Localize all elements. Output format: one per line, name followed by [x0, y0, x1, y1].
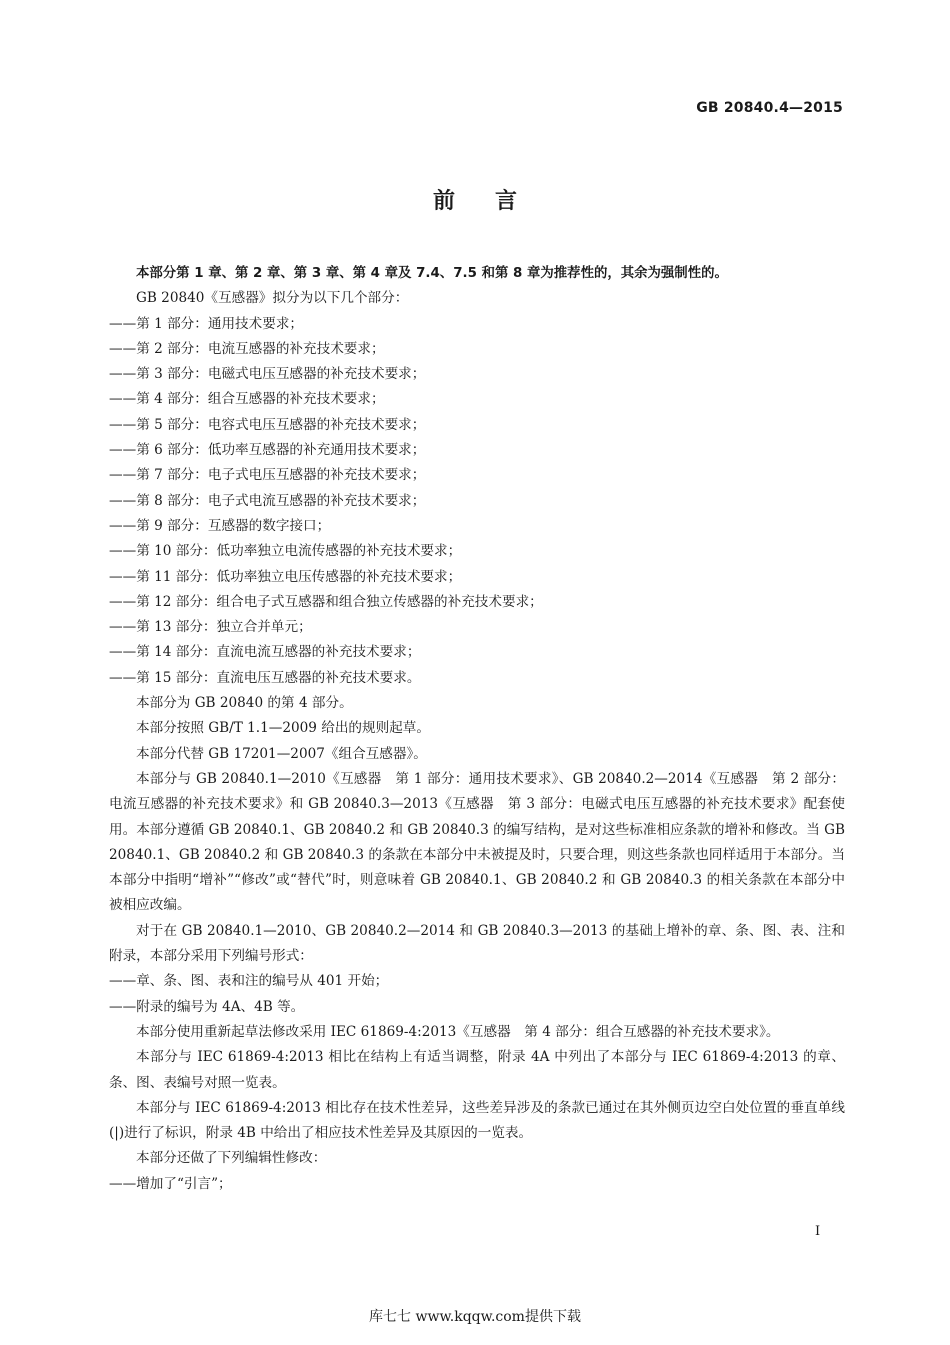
paragraph-editorial-changes: 本部分还做了下列编辑性修改： — [136, 1150, 327, 1167]
list-item: ——附录的编号为 4A、4B 等。 — [109, 998, 305, 1015]
numbering-list — [109, 969, 845, 1020]
paragraph-replaces: 本部分代替 GB 17201—2007《组合互感器》。 — [136, 745, 427, 762]
parts-list — [109, 312, 845, 691]
standard-number: GB 20840.4—2015 — [696, 100, 843, 116]
list-item: ——第 5 部分：电容式电压互感器的补充技术要求； — [109, 416, 426, 433]
list-item: ——第 11 部分：低功率独立电压传感器的补充技术要求； — [109, 568, 462, 585]
paragraph-parts-intro: GB 20840《互感器》拟分为以下几个部分： — [136, 290, 409, 307]
paragraph-recommended-chapters: 本部分第 1 章、第 2 章、第 3 章、第 4 章及 7.4、7.5 和第 8 章为推荐性的，其余为强制性的。 — [136, 266, 728, 281]
paragraph-iec-adoption: 本部分使用重新起草法修改采用 IEC 61869-4:2013《互感器 第 4 部分：组合互感器的补充技术要求》。 — [136, 1023, 780, 1040]
paragraph-used-with: 本部分与 GB 20840.1—2010《互感器 第 1 部分：通用技术要求》、GB 20840.2—2014《互感器 第 2 部分：电流互感器的补充技术要求》和 GB 20840.3—2013《互感器 第 3 部分：电磁式电压互感器的补充技术要求》配套使用。本部分遵循 GB 20840.1、GB 20840.2 和 GB 20840.3 的编写结构，是对这些标准相应条款的增补和修改。当 GB 20840.1、GB 20840.2 和 GB 20840.3 的条款在本部分中未被提及时，只要合理，则这些条款也同样适用于本部分。当本部分中指明“增补”“修改”或“替代”时，则意味着 GB 20840.1、GB 20840.2 和 GB 20840.3 的相关条款在本部分中被相应改编。 — [109, 770, 845, 914]
page-number: I — [815, 1224, 821, 1239]
list-item: ——第 13 部分：独立合并单元； — [109, 619, 312, 636]
list-item: ——第 2 部分：电流互感器的补充技术要求； — [109, 340, 385, 357]
download-footer: 库七七 www.kqqw.com提供下载 — [369, 1309, 581, 1325]
paragraph-technical-differences: 本部分与 IEC 61869-4:2013 相比存在技术性差异，这些差异涉及的条款已通过在其外侧页边空白处位置的垂直单线(|)进行了标识，附录 4B 中给出了相应技术性差异及其原因的一览表。 — [109, 1099, 845, 1142]
list-item: ——第 6 部分：低功率互感器的补充通用技术要求； — [109, 442, 426, 459]
list-item: ——第 4 部分：组合互感器的补充技术要求； — [109, 391, 385, 408]
list-item: ——第 8 部分：电子式电流互感器的补充技术要求； — [109, 492, 426, 509]
list-item: ——第 14 部分：直流电流互感器的补充技术要求； — [109, 644, 421, 661]
list-item: ——第 9 部分：互感器的数字接口； — [109, 517, 331, 534]
page-title: 前言 — [432, 189, 557, 214]
document-body — [109, 261, 845, 1197]
paragraph-structure-adjustment: 本部分与 IEC 61869-4:2013 相比在结构上有适当调整，附录 4A 中列出了本部分与 IEC 61869-4:2013 的章、条、图、表编号对照一览表。 — [109, 1049, 845, 1091]
list-item: ——章、条、图、表和注的编号从 401 开始； — [109, 973, 389, 990]
paragraph-drafting-rules: 本部分按照 GB/T 1.1—2009 给出的规则起草。 — [136, 720, 430, 737]
editorial-list — [109, 1172, 845, 1197]
list-item: ——第 3 部分：电磁式电压互感器的补充技术要求； — [109, 366, 426, 383]
list-item: ——增加了“引言”； — [109, 1175, 232, 1192]
list-item: ——第 1 部分：通用技术要求； — [109, 315, 304, 332]
list-item: ——第 7 部分：电子式电压互感器的补充技术要求； — [109, 467, 426, 484]
paragraph-part-number: 本部分为 GB 20840 的第 4 部分。 — [136, 695, 353, 712]
list-item: ——第 15 部分：直流电压互感器的补充技术要求。 — [109, 669, 421, 686]
paragraph-numbering-form: 对于在 GB 20840.1—2010、GB 20840.2—2014 和 GB 20840.3—2013 的基础上增补的章、条、图、表、注和附录，本部分采用下列编号形式： — [109, 922, 845, 965]
list-item: ——第 10 部分：低功率独立电流传感器的补充技术要求； — [109, 543, 462, 560]
list-item: ——第 12 部分：组合电子式互感器和组合独立传感器的补充技术要求； — [109, 593, 543, 610]
